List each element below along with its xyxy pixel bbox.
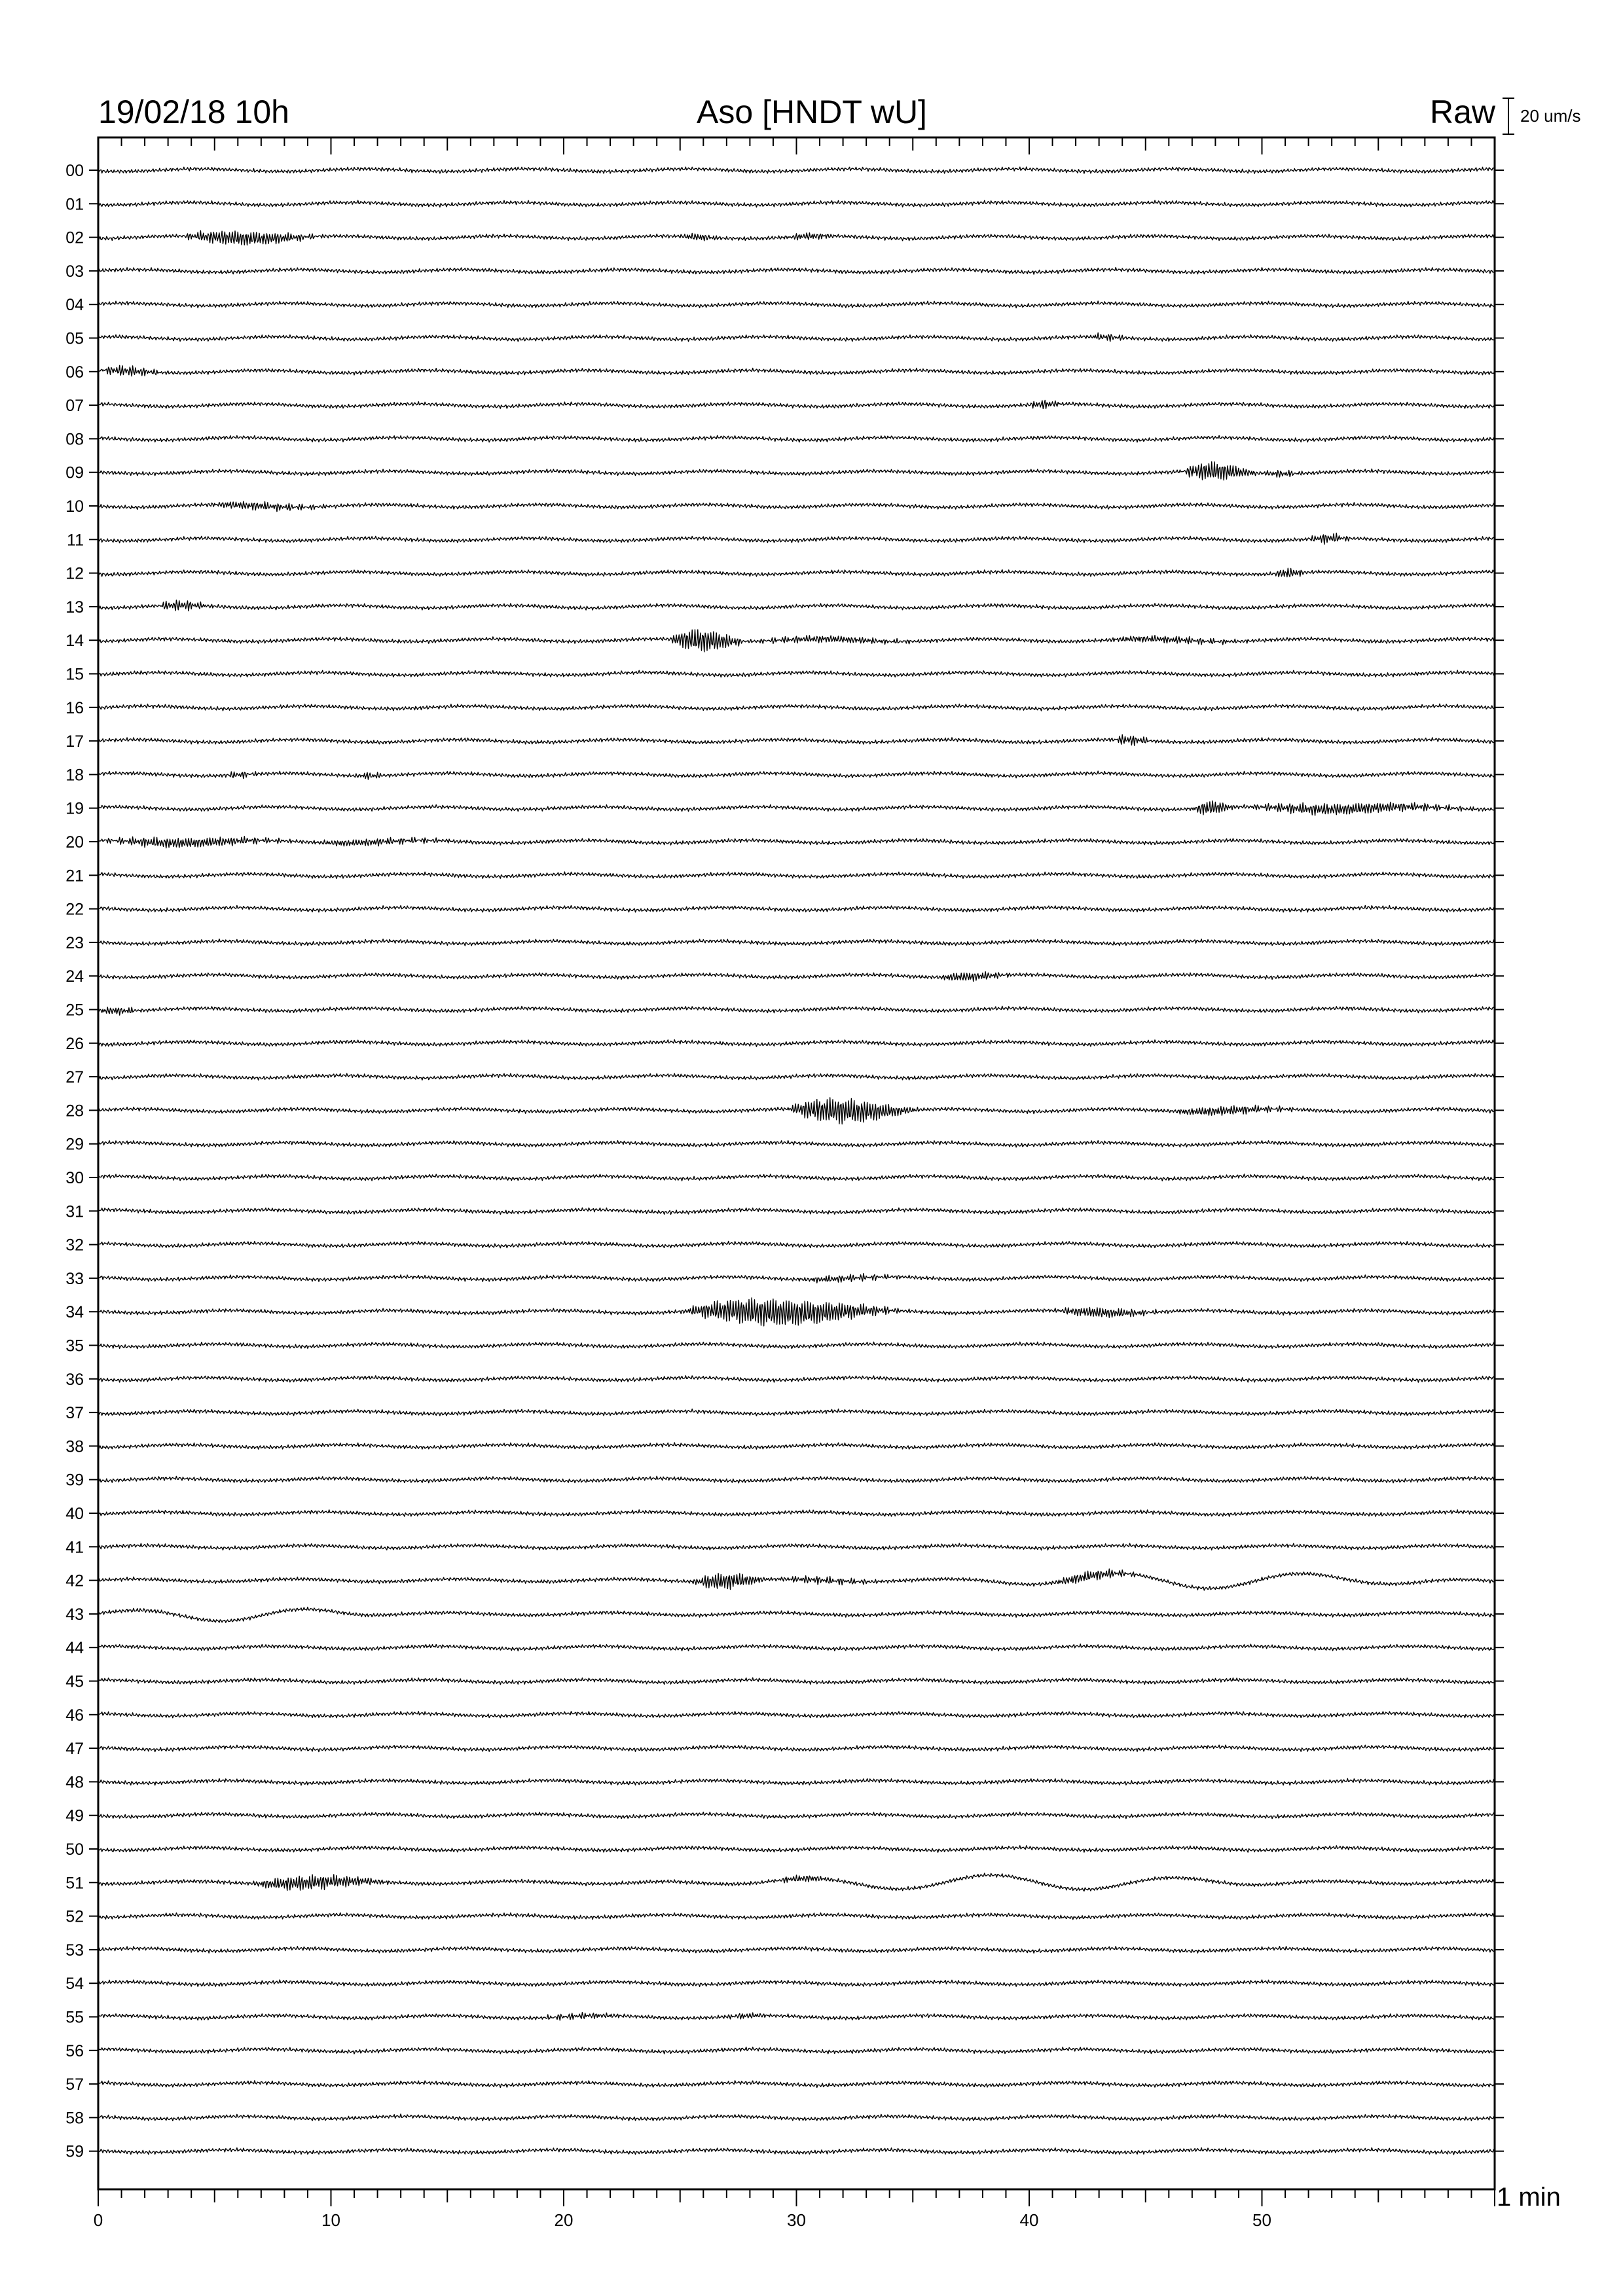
trace-line [98, 333, 1495, 342]
x-tick-label: 50 [1252, 2210, 1271, 2230]
row-label: 11 [67, 531, 84, 550]
trace-line [98, 1174, 1495, 1181]
row-label: 00 [65, 162, 84, 180]
trace-line [98, 939, 1495, 946]
trace-line [98, 1242, 1495, 1248]
row-label: 07 [65, 397, 84, 416]
row-label: 45 [65, 1672, 84, 1691]
x-tick-label: 0 [93, 2210, 103, 2230]
trace-line [98, 1607, 1495, 1623]
trace-line [98, 1712, 1495, 1718]
row-label: 40 [65, 1505, 84, 1523]
trace-line [98, 771, 1495, 780]
trace-line [98, 365, 1495, 376]
row-label: 06 [65, 363, 84, 382]
trace-line [98, 1040, 1495, 1047]
trace-line [98, 1098, 1495, 1124]
row-label: 31 [65, 1202, 84, 1221]
trace-line [98, 1980, 1495, 1986]
row-label: 43 [65, 1605, 84, 1624]
trace-line [98, 301, 1495, 308]
trace-line [98, 906, 1495, 912]
row-label: 17 [65, 732, 84, 751]
trace-line [98, 1208, 1495, 1214]
trace-line [98, 1006, 1495, 1015]
trace-line [98, 167, 1495, 173]
trace-line [98, 1778, 1495, 1785]
row-label: 52 [65, 1907, 84, 1926]
trace-line [98, 801, 1495, 816]
trace-line [98, 200, 1495, 207]
trace-line [98, 1141, 1495, 1147]
trace-line [98, 1409, 1495, 1416]
x-tick-label: 30 [787, 2210, 806, 2230]
row-label: 37 [65, 1404, 84, 1423]
trace-line [98, 1946, 1495, 1953]
row-label: 05 [65, 329, 84, 348]
row-label: 02 [65, 228, 84, 247]
trace-line [98, 1873, 1495, 1891]
trace-line [98, 2148, 1495, 2155]
row-label: 20 [65, 833, 84, 852]
row-label: 47 [65, 1740, 84, 1759]
row-label: 58 [65, 2109, 84, 2128]
station-title: Aso [HNDT wU] [697, 94, 927, 130]
row-label: 54 [65, 1975, 84, 1994]
trace-line [98, 1298, 1495, 1326]
x-tick-label: 10 [321, 2210, 340, 2230]
x-tick-label: 20 [554, 2210, 574, 2230]
trace-line [98, 1846, 1495, 1852]
trace-line [98, 462, 1495, 480]
row-label: 04 [65, 296, 84, 315]
trace-line [98, 568, 1495, 577]
row-label: 32 [65, 1236, 84, 1255]
row-label: 12 [65, 564, 84, 583]
row-label: 26 [65, 1034, 84, 1053]
trace-line [98, 268, 1495, 275]
row-label: 41 [65, 1538, 84, 1557]
row-label: 50 [65, 1840, 84, 1859]
trace-line [98, 1745, 1495, 1751]
trace-line [98, 670, 1495, 677]
row-label: 34 [65, 1303, 84, 1322]
row-label: 16 [65, 698, 84, 717]
row-label: 33 [65, 1269, 84, 1288]
time-unit-label: 1 min [1497, 2183, 1561, 2212]
trace-line [98, 600, 1495, 611]
row-label: 48 [65, 1773, 84, 1792]
row-label: 25 [65, 1001, 84, 1020]
trace-line [98, 501, 1495, 512]
row-label: 30 [65, 1169, 84, 1187]
row-label: 57 [65, 2075, 84, 2094]
trace-line [98, 1644, 1495, 1651]
trace-line [98, 1677, 1495, 1684]
trace-line [98, 1443, 1495, 1450]
row-label: 22 [65, 900, 84, 919]
row-label: 27 [65, 1068, 84, 1087]
row-label: 53 [65, 1941, 84, 1960]
trace-line [98, 872, 1495, 878]
trace-line [98, 972, 1495, 982]
row-label: 19 [65, 799, 84, 818]
row-label: 18 [65, 766, 84, 785]
trace-line [98, 2047, 1495, 2054]
trace-line [98, 836, 1495, 848]
trace-line [98, 2013, 1495, 2020]
trace-line [98, 1510, 1495, 1516]
trace-line [98, 1913, 1495, 1920]
trace-line [98, 1476, 1495, 1482]
row-label: 03 [65, 262, 84, 281]
trace-line [98, 2114, 1495, 2121]
row-label: 35 [65, 1336, 84, 1355]
row-label: 15 [65, 665, 84, 684]
trace-line [98, 704, 1495, 711]
row-label: 46 [65, 1706, 84, 1725]
row-label: 56 [65, 2041, 84, 2060]
x-tick-label: 40 [1019, 2210, 1039, 2230]
row-label: 42 [65, 1571, 84, 1590]
trace-line [98, 735, 1495, 746]
trace-line [98, 1812, 1495, 1819]
trace-line [98, 401, 1495, 409]
trace-line [98, 231, 1495, 245]
trace-line [98, 1543, 1495, 1550]
row-label: 13 [65, 598, 84, 617]
row-label: 49 [65, 1806, 84, 1825]
row-label: 59 [65, 2142, 84, 2161]
row-label: 14 [65, 632, 84, 651]
row-label: 01 [65, 195, 84, 214]
row-label: 08 [65, 430, 84, 449]
row-label: 23 [65, 933, 84, 952]
trace-line [98, 1376, 1495, 1382]
row-label: 10 [65, 497, 84, 516]
trace-line [98, 630, 1495, 652]
trace-line [98, 533, 1495, 545]
row-label: 21 [65, 867, 84, 886]
date-hour-label: 19/02/18 10h [98, 94, 289, 130]
row-label: 29 [65, 1135, 84, 1154]
amplitude-scale-label: 20 um/s [1520, 106, 1581, 126]
row-label: 44 [65, 1639, 84, 1658]
trace-line [98, 1342, 1495, 1348]
row-label: 36 [65, 1370, 84, 1389]
row-label: 38 [65, 1437, 84, 1456]
row-label: 24 [65, 967, 84, 986]
trace-line [98, 1073, 1495, 1080]
trace-line [98, 1569, 1495, 1590]
trace-line [98, 1274, 1495, 1283]
trace-line [98, 435, 1495, 442]
row-label: 28 [65, 1102, 84, 1121]
mode-label: Raw [1429, 94, 1495, 130]
row-label: 51 [65, 1874, 84, 1893]
row-label: 39 [65, 1471, 84, 1490]
trace-line [98, 2081, 1495, 2088]
row-label: 55 [65, 2008, 84, 2027]
row-label: 09 [65, 463, 84, 482]
